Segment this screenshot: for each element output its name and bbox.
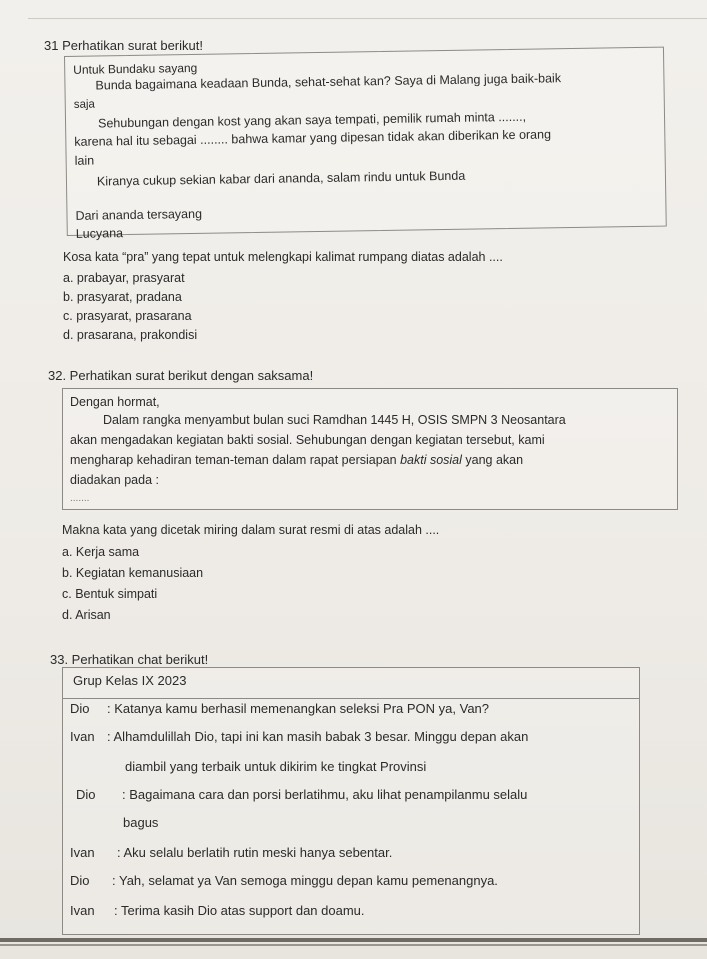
chat-text: : Alhamdulillah Dio, tapi ini kan masih babak 3 besar. Minggu depan akan: [107, 729, 529, 744]
chat-message: [72, 903, 638, 923]
chat-sender: Dio: [76, 787, 96, 802]
q31-letter-line: karena hal itu sebagai ........ bahwa kamar yang dipesan tidak akan diberikan ke orang: [74, 127, 552, 149]
chat-sender: Ivan: [70, 845, 95, 860]
chat-sender: Ivan: [70, 903, 95, 918]
q33-group-name: Grup Kelas IX 2023: [73, 673, 187, 688]
q31-letter-line: lain: [74, 153, 95, 168]
chat-message-continued: [72, 815, 638, 835]
chat-message: [72, 787, 638, 807]
q31-signature: Lucyana: [75, 226, 124, 241]
q32-prompt: Makna kata yang dicetak miring dalam surat resmi di atas adalah ....: [62, 523, 440, 537]
chat-text: : Bagaimana cara dan porsi berlatihmu, aku lihat penampilanmu selalu: [122, 787, 528, 802]
page-bottom-edge-shadow: [0, 944, 707, 946]
q31-letter-line: saja: [73, 98, 95, 111]
chat-text: diambil yang terbaik untuk dikirim ke tingkat Provinsi: [125, 759, 427, 774]
q31-option-c[interactable]: c. prasyarat, prasarana: [63, 309, 192, 323]
chat-message: [72, 729, 638, 749]
q32-option-d[interactable]: d. Arisan: [62, 608, 111, 622]
q32-text: mengharap kehadiran teman-teman dalam rapat persiapan: [70, 453, 401, 467]
q32-letter-line: [70, 453, 523, 467]
q32-letter-line: akan mengadakan kegiatan bakti sosial. Sehubungan dengan kegiatan tersebut, kami: [70, 433, 545, 447]
q31-closing: Dari ananda tersayang: [75, 206, 203, 223]
q32-letter-box: [62, 388, 678, 510]
q31-letter-box: [64, 47, 667, 241]
q31-letter-line: Bunda bagaimana keadaan Bunda, sehat-sehat kan? Saya di Malang juga baik-baik: [95, 71, 562, 93]
chat-sender: Dio: [70, 701, 90, 716]
chat-header-divider: [63, 698, 639, 699]
chat-message: [72, 873, 638, 893]
chat-sender: Dio: [70, 873, 90, 888]
q32-letter-line: diadakan pada :: [70, 473, 159, 487]
chat-text: bagus: [123, 815, 159, 830]
page-bottom-edge: [0, 938, 707, 942]
q31-letter-line: Sehubungan dengan kost yang akan saya tempati, pemilik rumah minta .......,: [97, 109, 527, 131]
q32-text: yang akan: [461, 453, 524, 467]
q33-title: 33. Perhatikan chat berikut!: [50, 652, 209, 667]
chat-message: [72, 845, 638, 865]
chat-text: : Aku selalu berlatih rutin meski hanya sebentar.: [117, 845, 393, 860]
q31-option-a[interactable]: a. prabayar, prasyarat: [63, 271, 185, 285]
q31-salutation: Untuk Bundaku sayang: [73, 60, 198, 77]
q31-option-d[interactable]: d. prasarana, prakondisi: [63, 328, 198, 342]
chat-message: [72, 701, 638, 721]
chat-text: : Yah, selamat ya Van semoga minggu depan kamu pemenangnya.: [112, 873, 498, 888]
q32-italic-word: bakti sosial: [400, 453, 462, 467]
q31-title: 31 Perhatikan surat berikut!: [44, 38, 203, 53]
q31-prompt: Kosa kata “pra” yang tepat untuk melengkapi kalimat rumpang diatas adalah ....: [63, 250, 503, 264]
q31-option-b[interactable]: b. prasyarat, pradana: [63, 290, 182, 304]
chat-text: : Katanya kamu berhasil memenangkan seleksi Pra PON ya, Van?: [107, 701, 490, 716]
q32-letter-line: Dalam rangka menyambut bulan suci Ramdhan 1445 H, OSIS SMPN 3 Neosantara: [103, 413, 566, 427]
q31-letter-line: Kiranya cukup sekian kabar dari ananda, salam rindu untuk Bunda: [96, 168, 466, 189]
q32-greeting: Dengan hormat,: [70, 395, 160, 409]
chat-sender: Ivan: [70, 729, 95, 744]
top-edge: [28, 0, 707, 19]
q32-letter-line: .......: [70, 493, 90, 504]
q32-title: 32. Perhatikan surat berikut dengan saksama!: [48, 368, 314, 383]
chat-text: : Terima kasih Dio atas support dan doamu.: [114, 903, 365, 918]
q32-option-b[interactable]: b. Kegiatan kemanusiaan: [62, 566, 204, 580]
q32-option-a[interactable]: a. Kerja sama: [62, 545, 140, 559]
chat-message-continued: [72, 759, 638, 779]
q32-option-c[interactable]: c. Bentuk simpati: [62, 587, 158, 601]
